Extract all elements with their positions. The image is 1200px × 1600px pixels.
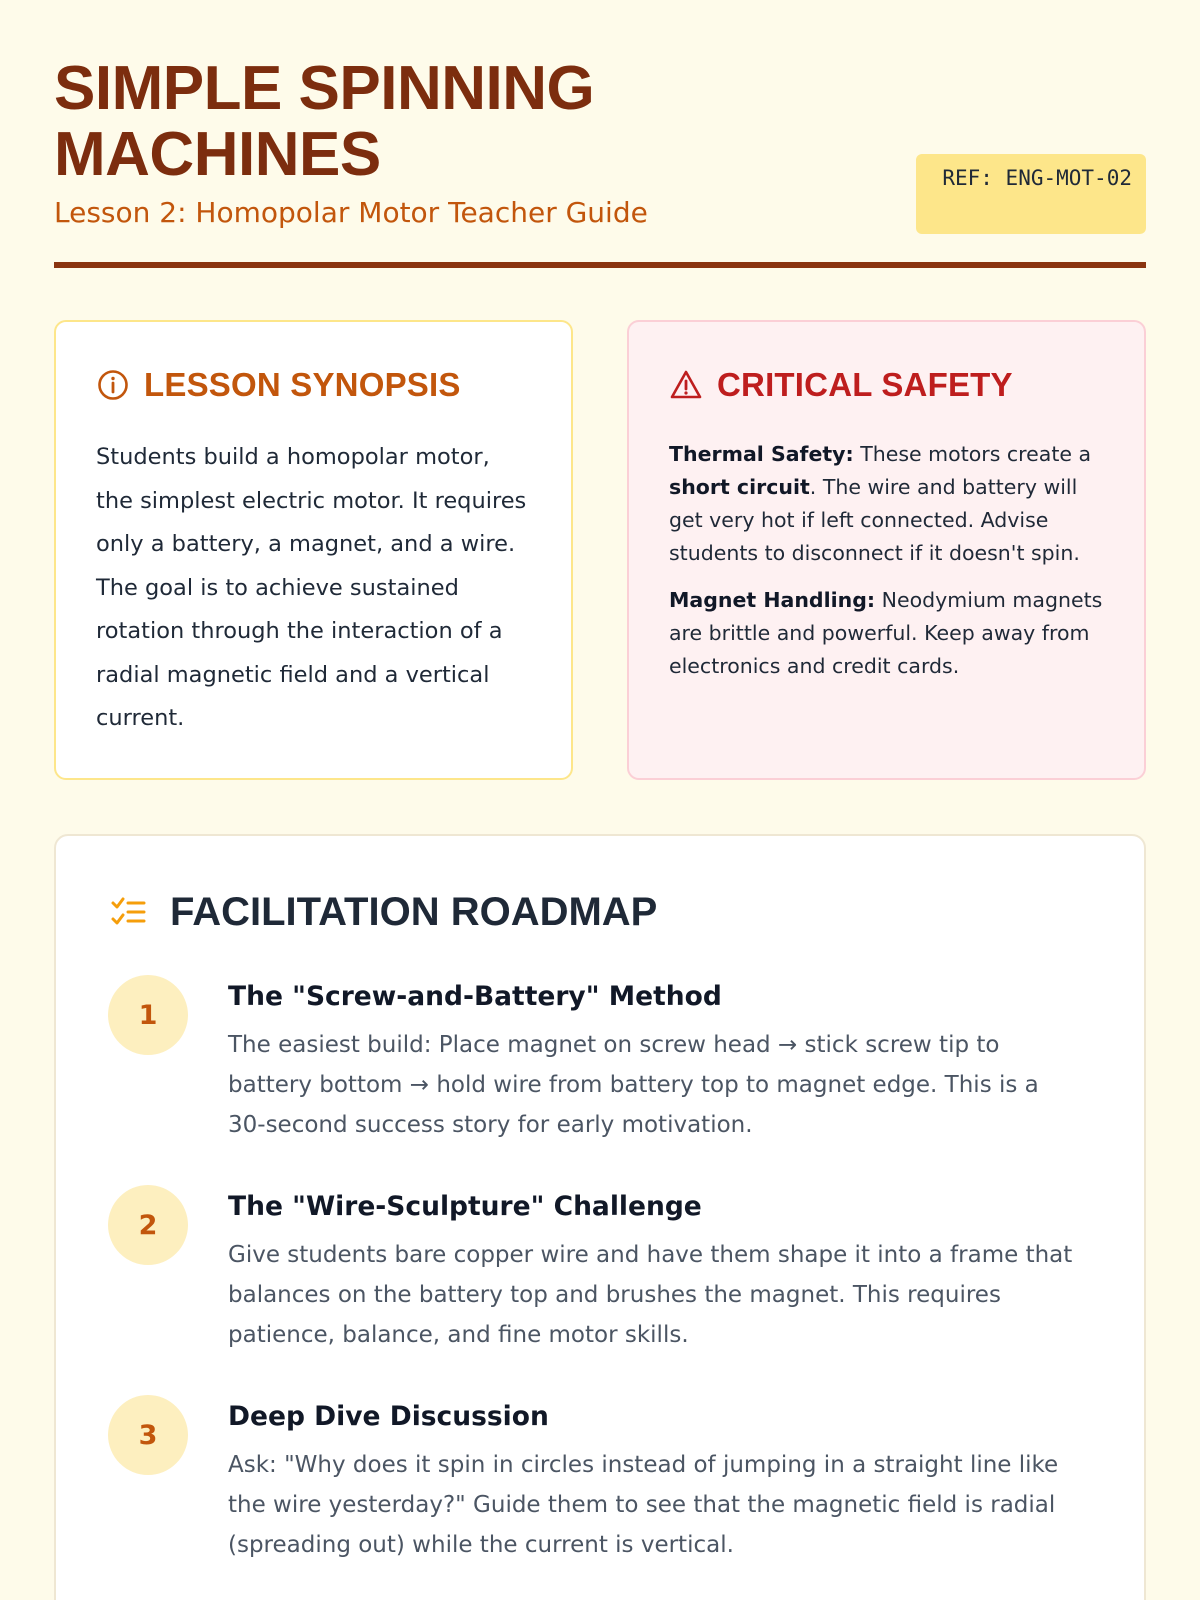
synopsis-heading: LESSON SYNOPSIS (144, 366, 461, 403)
facilitation-roadmap-card (54, 834, 1146, 1600)
step-description: The easiest build: Place magnet on screw head → stick screw tip to battery bottom → hold wire from battery top to magnet edge. This is a 30-second success story for early motivation. (228, 1032, 1039, 1138)
thermal-safety-text: These motors create a (853, 442, 1092, 466)
magnet-handling-paragraph (669, 584, 1104, 683)
step-number-badge: 3 (108, 1395, 188, 1475)
step-title: The "Screw-and-Battery" Method (228, 981, 722, 1012)
roadmap-step (108, 1395, 1092, 1565)
roadmap-step (108, 975, 1092, 1145)
info-icon (96, 368, 130, 402)
magnet-handling-label: Magnet Handling: (669, 588, 876, 612)
step-title: Deep Dive Discussion (228, 1401, 549, 1432)
roadmap-heading-row (108, 890, 1092, 935)
step-title: The "Wire-Sculpture" Challenge (228, 1191, 702, 1222)
magnet-handling-text: Neodymium magnets are brittle and powerful. Keep away from electronics and credit cards. (669, 588, 1103, 678)
roadmap-steps (108, 975, 1092, 1565)
step-content (228, 1185, 1078, 1355)
roadmap-step (108, 1185, 1092, 1355)
thermal-safety-text-end: . The wire and battery will get very hot if left connected. Advise students to disconnect if it doesn't spin. (669, 475, 1080, 565)
step-number-badge: 2 (108, 1185, 188, 1265)
step-content (228, 975, 1078, 1145)
step-description: Ask: "Why does it spin in circles instead of jumping in a straight line like the wire yesterday?" Guide them to see that the magnetic field is radial (spreading out) while the current is vertical. (228, 1452, 1059, 1558)
page-header (54, 56, 1146, 268)
critical-safety-card (627, 320, 1146, 780)
checklist-icon (108, 893, 148, 933)
thermal-safety-label: Thermal Safety: (669, 442, 854, 466)
lesson-synopsis-card (54, 320, 573, 780)
reference-badge: REF: ENG-MOT-02 (916, 154, 1146, 234)
page-title: SIMPLE SPINNING MACHINES (54, 54, 595, 189)
synopsis-text: Students build a homopolar motor, the simplest electric motor. It requires only a battery, a magnet, and a wire. The goal is to achieve sustained rotation through the interaction of a radial magnetic field and a vertical current. (96, 444, 527, 731)
roadmap-heading: FACILITATION ROADMAP (170, 890, 658, 934)
step-description: Give students bare copper wire and have them shape it into a frame that balances on the battery top and brushes the magnet. This requires patience, balance, and fine motor skills. (228, 1242, 1073, 1348)
synopsis-heading-row (96, 366, 531, 404)
step-content (228, 1395, 1078, 1565)
short-circuit-emphasis: short circuit (669, 475, 810, 499)
thermal-safety-paragraph (669, 438, 1104, 570)
page-subtitle: Lesson 2: Homopolar Motor Teacher Guide (54, 196, 648, 229)
safety-heading-row (669, 366, 1104, 404)
warning-icon (669, 368, 703, 402)
safety-heading: CRITICAL SAFETY (717, 366, 1013, 403)
step-number-badge: 1 (108, 975, 188, 1055)
